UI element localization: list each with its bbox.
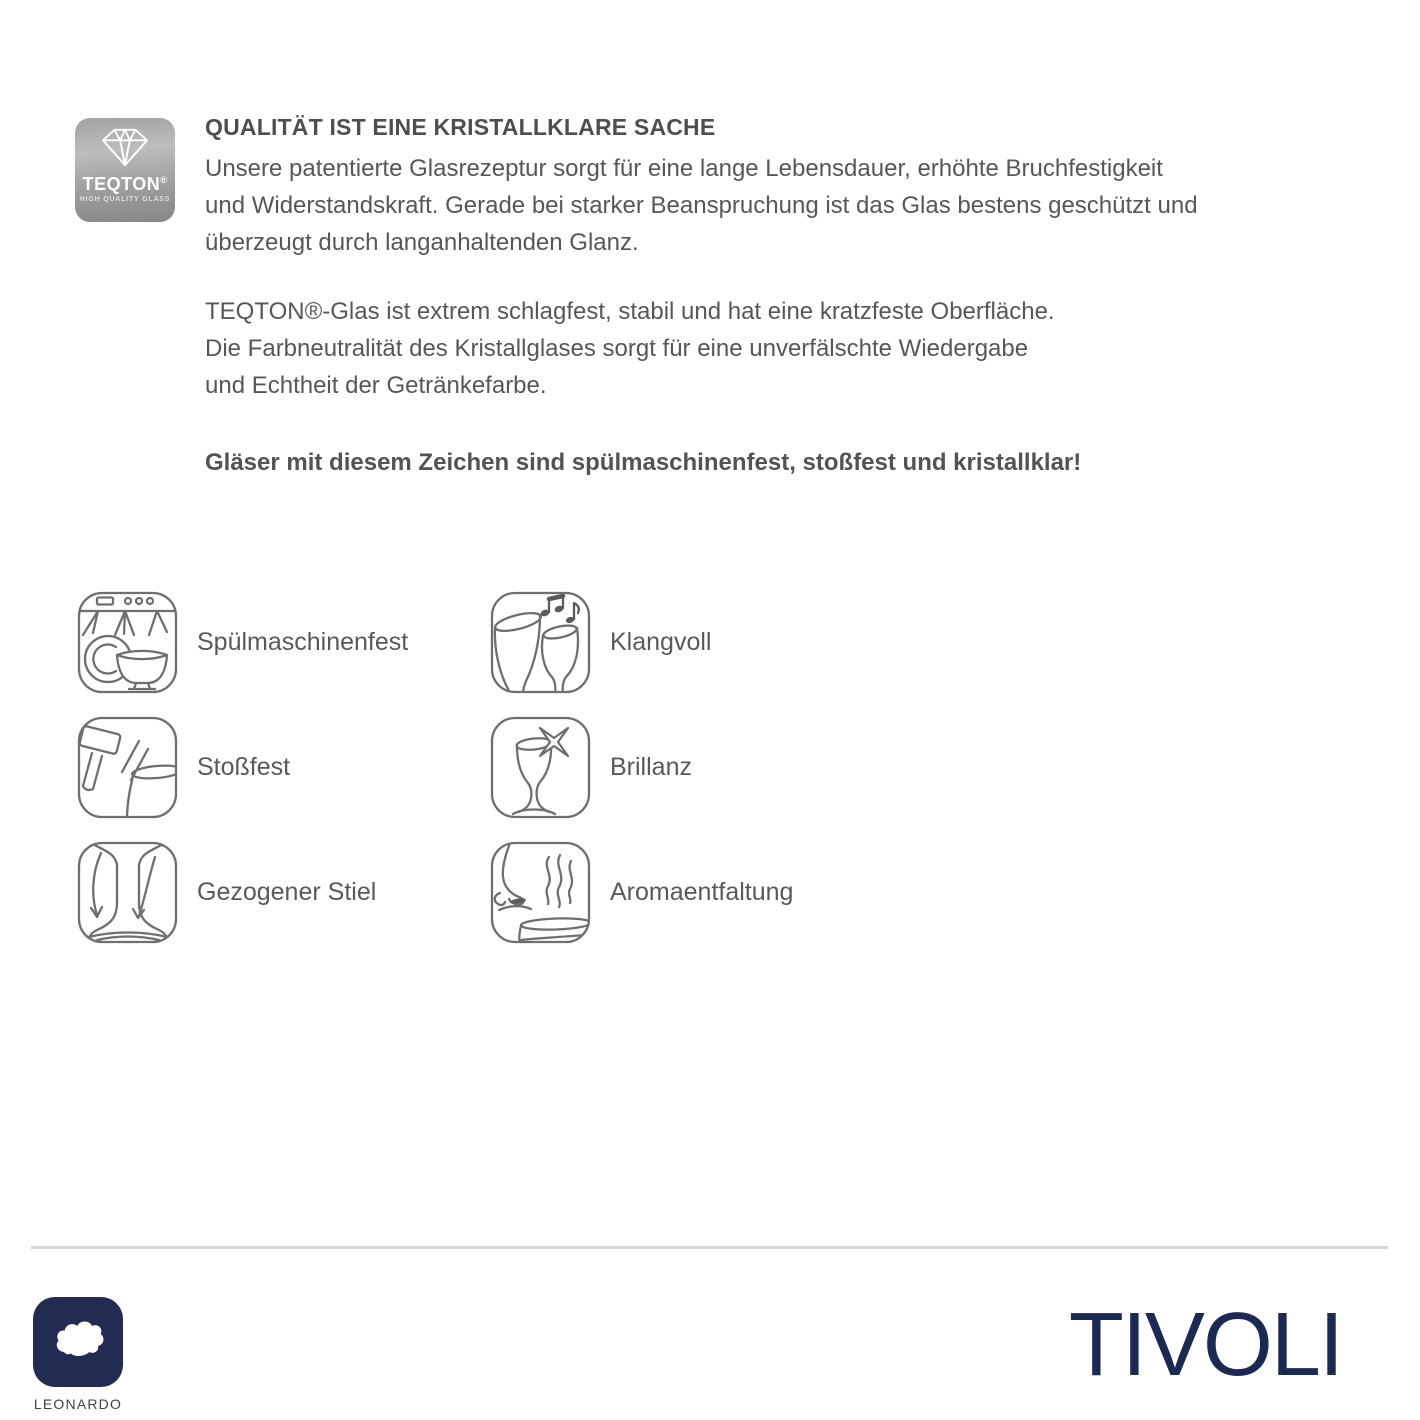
teqton-badge <box>75 118 175 222</box>
claim-line: Gläser mit diesem Zeichen sind spülmaschinenfest, stoßfest und kristallklar! <box>205 449 1082 476</box>
clinking-glasses-icon <box>490 591 591 694</box>
intro-line: Unsere patentierte Glasrezeptur sorgt für eine lange Lebensdauer, erhöhte Bruchfestigkeit <box>205 155 1163 182</box>
intro-line: und Widerstandskraft. Gerade bei starker Beanspruchung ist das Glas bestens geschützt und <box>205 192 1198 219</box>
quality-copy <box>205 112 1375 481</box>
teqton-badge-subtitle: HIGH QUALITY GLASS <box>79 196 171 203</box>
feature-shock-resistant <box>77 716 490 819</box>
feature-brilliance <box>490 716 1050 819</box>
sparkling-glass-icon <box>490 716 591 819</box>
dishwasher-safe-icon <box>77 591 178 694</box>
teqton-line: Die Farbneutralität des Kristallglases sorgt für eine unverfälschte Wiedergabe <box>205 335 1029 362</box>
nose-aroma-icon <box>490 841 591 944</box>
hammer-impact-icon <box>77 716 178 819</box>
leonardo-logo <box>33 1297 123 1387</box>
footer-divider <box>31 1246 1388 1249</box>
feature-grid <box>77 591 1050 944</box>
intro-line: überzeugt durch langanhaltenden Glanz. <box>205 229 639 256</box>
pulled-stem-icon <box>77 841 178 944</box>
feature-pulled-stem <box>77 841 490 944</box>
feature-label: Stoßfest <box>197 753 291 781</box>
feature-label: Aromaentfaltung <box>610 878 794 906</box>
feature-dishwasher-safe <box>77 591 490 694</box>
feature-label: Klangvoll <box>610 628 712 656</box>
diamond-icon <box>95 125 155 169</box>
feature-label: Gezogener Stiel <box>197 878 377 906</box>
feature-aroma <box>490 841 1050 944</box>
page-title: QUALITÄT IST EINE KRISTALLKLARE SACHE <box>205 114 716 140</box>
teqton-line: TEQTON®-Glas ist extrem schlagfest, stabil und hat eine kratzfeste Oberfläche. <box>205 298 1055 325</box>
feature-label: Brillanz <box>610 753 692 781</box>
intro-paragraph <box>205 150 1375 261</box>
brand-name: LEONARDO <box>33 1396 123 1412</box>
feature-label: Spülmaschinenfest <box>197 628 409 656</box>
feature-resonant <box>490 591 1050 694</box>
teqton-badge-name: TEQTON® <box>82 174 168 194</box>
product-title: TIVOLI <box>1068 1295 1342 1395</box>
cloud-icon <box>45 1312 111 1372</box>
teqton-line: und Echtheit der Getränkefarbe. <box>205 372 547 399</box>
teqton-paragraph <box>205 293 1375 404</box>
registered-mark: ® <box>160 175 168 185</box>
